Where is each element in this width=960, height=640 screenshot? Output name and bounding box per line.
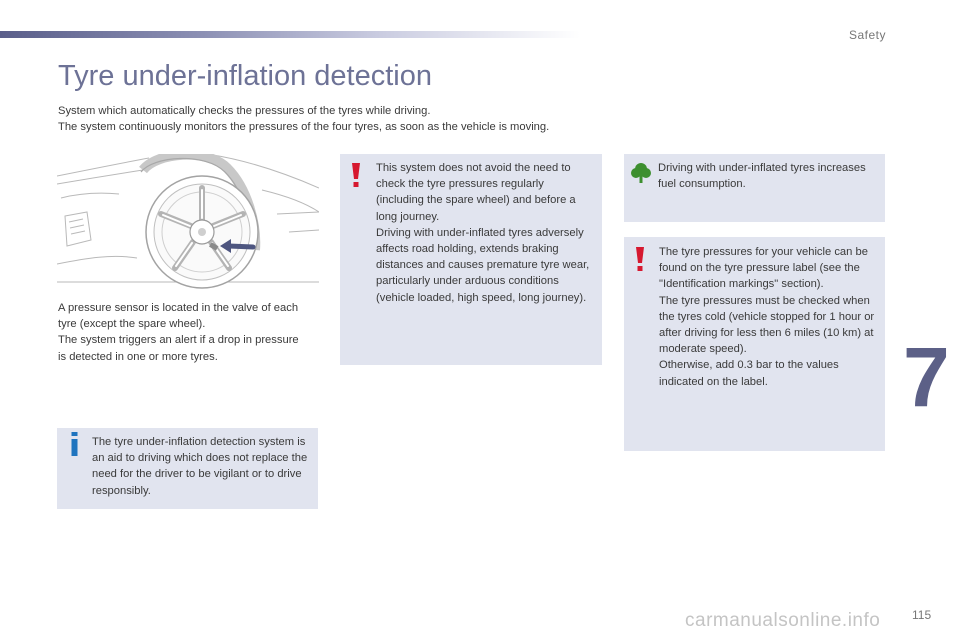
warning-box-pressure-check xyxy=(340,154,602,365)
tree-icon xyxy=(630,162,652,184)
warning-paragraph: Driving with under-inflated tyres adversely affects road holding, extends braking distances and causes premature tyre wear, particularly under arduous conditions (vehicle loaded, high speed, long journey). xyxy=(376,226,590,304)
chapter-number: 7 xyxy=(903,330,950,424)
header-gradient-bar xyxy=(0,31,580,38)
chapter-title: Safety xyxy=(848,28,886,42)
info-icon xyxy=(70,432,79,456)
info-box xyxy=(57,428,318,509)
tyre-valve-illustration xyxy=(57,154,319,294)
info-text: The tyre under-inflation detection system is an aid to driving which does not replace the need for the driver to be vigilant or to drive responsibly. xyxy=(92,436,308,497)
sensor-paragraph: A pressure sensor is located in the valve of each tyre (except the spare wheel). xyxy=(58,302,299,331)
eco-box xyxy=(624,154,885,222)
exclamation-icon xyxy=(352,163,360,187)
sensor-paragraph: The system triggers an alert if a drop in pressure is detected in one or more tyres. xyxy=(58,334,299,363)
exclamation-icon xyxy=(636,247,644,271)
wheel-sensor-drawing xyxy=(57,154,319,294)
warning-paragraph: The tyre pressures for your vehicle can be found on the tyre pressure label (see the "Identification markings" section). xyxy=(659,246,868,291)
warning-paragraph: Otherwise, add 0.3 bar to the values indicated on the label. xyxy=(659,359,839,388)
page-number: 115 xyxy=(912,608,932,622)
intro-text xyxy=(58,103,678,135)
warning-paragraph: The tyre pressures must be checked when the tyres cold (vehicle stopped for 1 hour or after driving for less then 6 miles (10 km) at moderate speed). xyxy=(659,294,875,356)
warning-paragraph: This system does not avoid the need to check the tyre pressures regularly (including the spare wheel) and before a long journey. xyxy=(376,162,576,223)
intro-line: System which automatically checks the pressures of the tyres while driving. xyxy=(58,105,431,117)
sensor-description xyxy=(58,300,308,365)
eco-text: Driving with under-inflated tyres increases fuel consumption. xyxy=(658,162,866,191)
watermark: carmanualsonline.info xyxy=(685,610,881,631)
warning-box-tyre-label xyxy=(624,237,885,451)
intro-line: The system continuously monitors the pressures of the four tyres, as soon as the vehicle is moving. xyxy=(58,121,550,133)
page-title: Tyre under-inflation detection xyxy=(58,60,432,92)
